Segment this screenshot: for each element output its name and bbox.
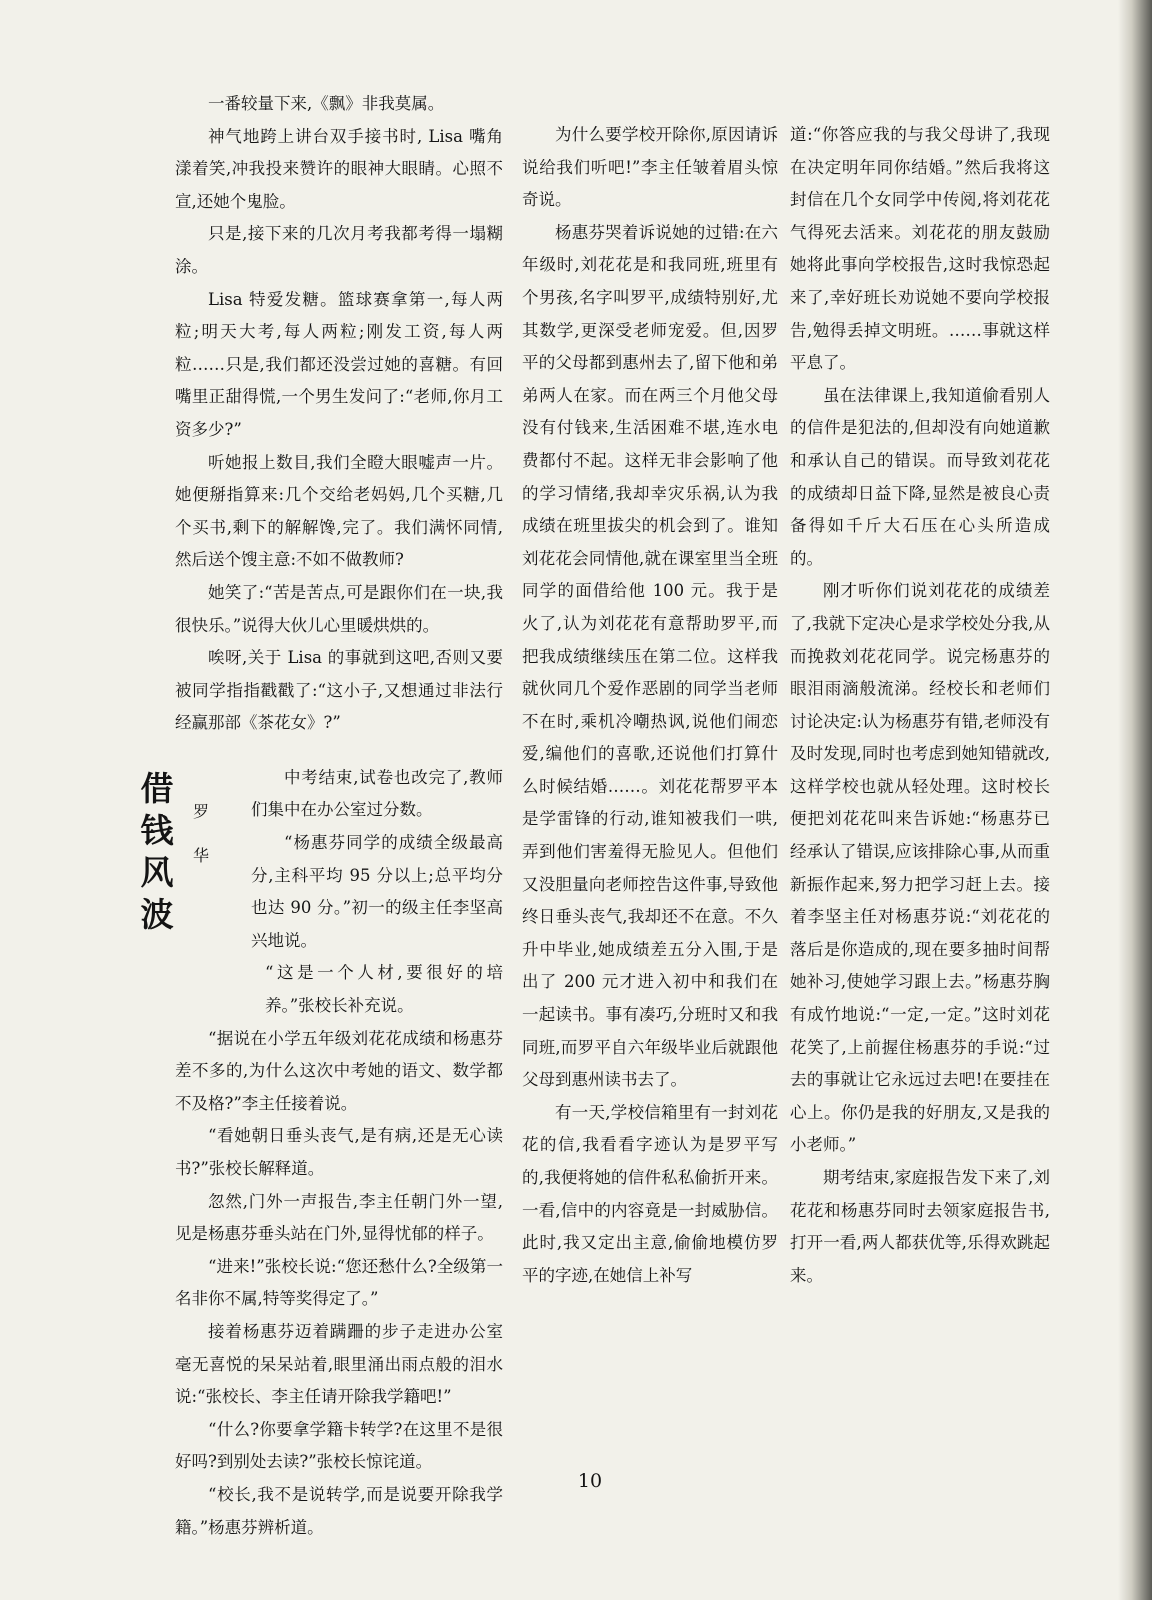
author-char: 罗 (192, 801, 209, 821)
paragraph: 接着杨惠芬迈着蹒跚的步子走进办公室毫无喜悦的呆呆站着,眼里涌出雨点般的泪水说:“张校长、李主任请开除我学籍吧!” (175, 1321, 503, 1407)
paragraph: “杨惠芬同学的成绩全级最高分,主科平均 95 分以上;总平均分也达 90 分。”初一的级主任李坚高兴地说。 (251, 833, 503, 950)
paragraph: 虽在法律课上,我知道偷看别人的信件是犯法的,但却没有向她道歉和承认自己的错误。而导致刘花花的成绩却日益下降,显然是被良心责备得如千斤大石压在心头所造成的。 (790, 385, 1050, 568)
paragraph: 中考结束,试卷也改完了,教师们集中在办公室过分数。 (251, 767, 503, 820)
title-char: 风 (140, 852, 174, 892)
title-char: 钱 (140, 810, 174, 850)
paragraph: “进来!”张校长说:“您还愁什么?全级第一名非你不属,特等奖得定了。” (175, 1256, 503, 1309)
paragraph: 刚才听你们说刘花花的成绩差了,我就下定决心是求学校处分我,从而挽救刘花花同学。说完杨惠芬的眼泪雨滴般流涕。经校长和老师们讨论决定:认为杨惠芬有错,老师没有及时发现,同时也考虑到她知错就改,这样学校也就从轻处理。这时校长便把刘花花叫来告诉她:“杨惠芬已经承认了错误,应该排除心事,从而重新振作起来,努力把学习赶上去。接着李坚主任对杨惠芬说:“刘花花的落后是你造成的,现在要多抽时间帮她补习,使她学习跟上去。”杨惠芬胸有成竹地说:“一定,一定。”这时刘花花笑了,上前握住杨惠芬的手说:“过去的事就让它永远过去吧!在要挂在心上。你仍是我的好朋友,又是我的小老师。” (790, 581, 1050, 1155)
paragraph: Lisa 特爱发糖。篮球赛拿第一,每人两粒;明天大考,每人两粒;刚发工资,每人两粒……只是,我们都还没尝过她的喜糖。有回嘴里正甜得慌,一个男生发问了:“老师,你月工资多少?” (175, 289, 503, 439)
page-number: 10 (577, 1470, 603, 1492)
paragraph: 只是,接下来的几次月考我都考得一塌糊涂。 (175, 224, 503, 276)
paragraph: “这是一个人材,要很好的培养。”张校长补充说。 (265, 963, 503, 1016)
paragraph: 神气地跨上讲台双手接书时, Lisa 嘴角漾着笑,冲我投来赞许的眼神大眼睛。心照不宣,还她个鬼脸。 (175, 126, 503, 211)
paragraph: 唉呀,关于 Lisa 的事就到这吧,否则又要被同学指指戳戳了:“这小子,又想通过非法行经赢那部《茶花女》?” (175, 648, 503, 733)
paragraph: “据说在小学五年级刘花花成绩和杨惠芬差不多的,为什么这次中考她的语文、数学都不及格?”李主任接着说。 (175, 1028, 503, 1113)
article-lead (251, 762, 503, 958)
paragraph: “什么?你要拿学籍卡转学?在这里不是很好吗?到别处去读?”张校长惊诧道。 (175, 1419, 503, 1472)
paragraph: 一番较量下来,《飘》非我莫属。 (208, 94, 445, 113)
scan-edge (1118, 0, 1152, 1600)
paragraph: 期考结束,家庭报告发下来了,刘花花和杨惠芬同时去领家庭报告书,打开一看,两人都获优等,乐得欢跳起来。 (790, 1168, 1050, 1285)
paragraph: 她笑了:“苦是苦点,可是跟你们在一块,我很快乐。”说得大伙儿心里暖烘烘的。 (175, 582, 503, 635)
title-char: 借 (140, 768, 174, 808)
article-heading (137, 768, 227, 978)
author-char: 华 (192, 845, 209, 865)
paragraph: 听她报上数目,我们全瞪大眼嘘声一片。她便掰指算来:几个交给老妈妈,几个买糖,几个买书,剩下的解解馋,完了。我们满怀同情,然后送个馊主意:不如不做教师? (175, 452, 503, 570)
paragraph: “校长,我不是说转学,而是说要开除我学籍。”杨惠芬辨析道。 (175, 1484, 503, 1537)
paragraph: 杨惠芬哭着诉说她的过错:在六年级时,刘花花是和我同班,班里有个男孩,名字叫罗平,成绩特别好,尤其数学,更深受老师宠爱。但,因罗平的父母都到惠州去了,留下他和弟弟两人在家。而在两三个月他父母没有付钱来,生活困难不堪,连水电费都付不起。这样无非会影响了他的学习情绪,我却幸灾乐祸,认为我成绩在班里拔尖的机会到了。谁知刘花花会同情他,就在课室里当全班同学的面借给他 100 元。我于是火了,认为刘花花有意帮助罗平,而把我成绩继续压在第二位。这样我就伙同几个爱作恶剧的同学当老师不在时,乘机冷嘲热讽,说他们闹恋爱,编他们的喜歌,还说他们打算什么时候结婚……。刘花花帮罗平本是学雷锋的行动,谁知被我们一哄,弄到他们害羞得无脸见人。但他们又没胆量向老师控告这件事,导致他终日垂头丧气,我却还不在意。不久升中毕业,她成绩差五分入围,于是出了 200 元才进入初中和我们在一起读书。事有凑巧,分班时又和我同班,而罗平自六年级毕业后就跟他父母到惠州读书去了。 (522, 222, 778, 1090)
paragraph: 为什么要学校开除你,原因请诉说给我们听吧!”李主任皱着眉头惊奇说。 (522, 125, 778, 210)
left-column (140, 88, 503, 1544)
title-char: 波 (140, 894, 174, 934)
paragraph: 忽然,门外一声报告,李主任朝门外一望,见是杨惠芬垂头站在门外,显得忧郁的样子。 (175, 1191, 503, 1244)
paragraph: 道:“你答应我的与我父母讲了,我现在决定明年同你结婚。”然后我将这封信在几个女同学中传阅,将刘花花气得死去活来。刘花花的朋友鼓励她将此事向学校报告,这时我惊恐起来了,幸好班长劝说她不要向学校报告,勉得丢掉文明班。……事就这样平息了。 (790, 125, 1050, 373)
right-column (790, 119, 1050, 1292)
article-author (191, 790, 211, 878)
article-jieqian-fengbo (140, 762, 503, 1544)
paragraph: “看她朝日垂头丧气,是有病,还是无心读书?”张校长解释道。 (175, 1126, 503, 1178)
middle-column (522, 119, 778, 1292)
article-title (137, 768, 177, 936)
paragraph: 有一天,学校信箱里有一封刘花花的信,我看看字迹认为是罗平写的,我便将她的信件私私偷折开来。一看,信中的内容竟是一封威胁信。此时,我又定出主意,偷偷地模仿罗平的字迹,在她信上补写 (522, 1102, 778, 1285)
